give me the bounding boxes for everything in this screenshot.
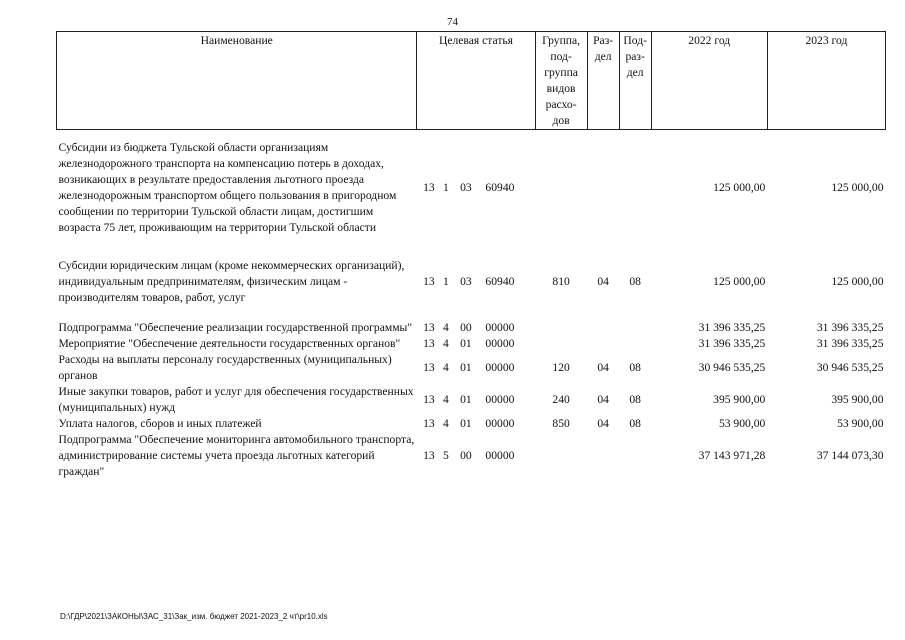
row-section xyxy=(587,140,619,236)
row-amount-2023: 37 144 073,30 xyxy=(816,449,884,462)
target-code-parts xyxy=(419,416,533,432)
target-code-t2: 1 xyxy=(443,181,449,194)
row-group xyxy=(535,432,587,480)
header-2023: 2023 год xyxy=(767,32,885,130)
target-code-t1: 13 xyxy=(423,449,435,462)
row-section xyxy=(587,320,619,336)
target-code-t2: 4 xyxy=(443,361,449,374)
target-code-t1: 13 xyxy=(423,321,435,334)
row-group: 240 xyxy=(552,393,570,406)
table-row xyxy=(57,336,886,352)
spacer-cell xyxy=(57,306,886,320)
target-code-parts xyxy=(419,360,533,376)
table-row xyxy=(57,352,886,384)
target-code-t1: 13 xyxy=(423,393,435,406)
row-subsection xyxy=(619,432,651,480)
target-code-t2: 4 xyxy=(443,417,449,430)
row-section: 04 xyxy=(597,275,609,288)
target-code-t2: 4 xyxy=(443,321,449,334)
row-target-code xyxy=(417,384,535,416)
row-amount-2023: 31 396 335,25 xyxy=(816,337,884,350)
row-amount-2023: 125 000,00 xyxy=(831,275,884,288)
row-target-code xyxy=(417,140,535,236)
header-group: Группа, под-группа видов расхо-дов xyxy=(535,32,587,130)
target-code-t2: 1 xyxy=(443,275,449,288)
row-amount-2022: 37 143 971,28 xyxy=(698,449,766,462)
target-code-parts xyxy=(419,336,533,352)
row-target-code xyxy=(417,258,535,306)
target-code-t3: 01 xyxy=(460,393,472,406)
row-group xyxy=(535,140,587,236)
spacer-cell xyxy=(57,130,886,141)
row-section: 04 xyxy=(597,361,609,374)
header-row xyxy=(57,32,886,130)
target-code-parts xyxy=(419,392,533,408)
row-group: 120 xyxy=(552,361,570,374)
row-amount-2022: 31 396 335,25 xyxy=(698,337,766,350)
row-spacer xyxy=(57,130,886,141)
target-code-t1: 13 xyxy=(423,337,435,350)
row-group: 810 xyxy=(552,275,570,288)
row-section: 04 xyxy=(597,393,609,406)
target-code-t3: 01 xyxy=(460,361,472,374)
row-amount-2022: 53 900,00 xyxy=(718,417,766,430)
row-amount-2022: 125 000,00 xyxy=(713,181,766,194)
row-amount-2023: 395 900,00 xyxy=(831,393,884,406)
target-code-t3: 00 xyxy=(460,449,472,462)
target-code-t3: 00 xyxy=(460,321,472,334)
row-subsection xyxy=(619,140,651,236)
header-2022: 2022 год xyxy=(651,32,767,130)
target-code-t4: 00000 xyxy=(485,321,515,334)
target-code-t1: 13 xyxy=(423,361,435,374)
target-code-t3: 03 xyxy=(460,181,472,194)
target-code-parts xyxy=(419,180,533,196)
row-amount-2023: 125 000,00 xyxy=(831,181,884,194)
row-subsection: 08 xyxy=(629,393,641,406)
target-code-t2: 4 xyxy=(443,337,449,350)
row-target-code xyxy=(417,416,535,432)
row-section: 04 xyxy=(597,417,609,430)
header-target: Целевая статья xyxy=(417,32,535,130)
target-code-parts xyxy=(419,448,533,464)
row-name: Иные закупки товаров, работ и услуг для обеспечения государственных (муниципальных) нужд xyxy=(58,385,414,414)
row-amount-2022: 395 900,00 xyxy=(713,393,766,406)
row-subsection: 08 xyxy=(629,361,641,374)
row-subsection: 08 xyxy=(629,417,641,430)
row-target-code xyxy=(417,320,535,336)
row-amount-2022: 30 946 535,25 xyxy=(698,361,766,374)
row-subsection xyxy=(619,320,651,336)
row-name: Уплата налогов, сборов и иных платежей xyxy=(58,417,262,430)
header-subsection: Под-раз-дел xyxy=(619,32,651,130)
row-section xyxy=(587,336,619,352)
row-name: Подпрограмма "Обеспечение реализации государственной программы" xyxy=(58,321,413,334)
target-code-t1: 13 xyxy=(423,181,435,194)
row-name: Субсидии юридическим лицам (кроме некоммерческих организаций), индивидуальным предпринимателям, физическим лицам - производителям товаров, работ, услуг xyxy=(58,259,405,304)
row-amount-2023: 31 396 335,25 xyxy=(816,321,884,334)
row-subsection: 08 xyxy=(629,275,641,288)
target-code-t3: 01 xyxy=(460,337,472,350)
header-name: Наименование xyxy=(57,32,417,130)
spacer-cell xyxy=(57,236,886,258)
row-subsection xyxy=(619,336,651,352)
table-row xyxy=(57,320,886,336)
row-name: Субсидии из бюджета Тульской области организациям железнодорожного транспорта на компенсацию потерь в доходах, возникающих в результате предоставления льготного проезда железнодорожным транспортом общего пользования в пригородном сообщении по территории Тульской области лицам, достигшим возраста 75 лет, проживающим на территории Тульской области xyxy=(58,141,397,234)
budget-table xyxy=(56,31,886,480)
row-section xyxy=(587,432,619,480)
target-code-t1: 13 xyxy=(423,417,435,430)
target-code-t3: 03 xyxy=(460,275,472,288)
row-amount-2023: 53 900,00 xyxy=(837,417,884,430)
row-target-code xyxy=(417,352,535,384)
target-code-t4: 60940 xyxy=(485,275,515,288)
target-code-t4: 00000 xyxy=(485,449,515,462)
row-amount-2023: 30 946 535,25 xyxy=(816,361,884,374)
row-name: Расходы на выплаты персоналу государственных (муниципальных) органов xyxy=(58,353,392,382)
row-group xyxy=(535,320,587,336)
row-spacer xyxy=(57,236,886,258)
table-row xyxy=(57,140,886,236)
table-row xyxy=(57,258,886,306)
target-code-t4: 00000 xyxy=(485,393,515,406)
target-code-t1: 13 xyxy=(423,275,435,288)
target-code-t4: 00000 xyxy=(485,361,515,374)
table-row xyxy=(57,432,886,480)
row-spacer xyxy=(57,306,886,320)
row-group xyxy=(535,336,587,352)
table-row xyxy=(57,416,886,432)
target-code-t4: 00000 xyxy=(485,337,515,350)
row-name: Подпрограмма "Обеспечение мониторинга автомобильного транспорта, администрирование системы учета проезда льготных категорий граждан" xyxy=(58,433,415,478)
table-row xyxy=(57,384,886,416)
file-path-footer: D:\ГДР\2021\ЗАКОНЫ\ЗАС_31\Зак_изм. бюджет 2021-2023_2 чт\pr10.xls xyxy=(60,612,328,621)
target-code-t2: 4 xyxy=(443,393,449,406)
row-group: 850 xyxy=(552,417,570,430)
row-amount-2022: 125 000,00 xyxy=(713,275,766,288)
target-code-parts xyxy=(419,274,533,290)
target-code-t2: 5 xyxy=(443,449,449,462)
row-target-code xyxy=(417,432,535,480)
page-number: 74 xyxy=(447,16,458,28)
target-code-t4: 60940 xyxy=(485,181,515,194)
target-code-t4: 00000 xyxy=(485,417,515,430)
target-code-t3: 01 xyxy=(460,417,472,430)
header-section: Раз-дел xyxy=(587,32,619,130)
row-name: Мероприятие "Обеспечение деятельности государственных органов" xyxy=(58,337,401,350)
row-target-code xyxy=(417,336,535,352)
target-code-parts xyxy=(419,320,533,336)
row-amount-2022: 31 396 335,25 xyxy=(698,321,766,334)
